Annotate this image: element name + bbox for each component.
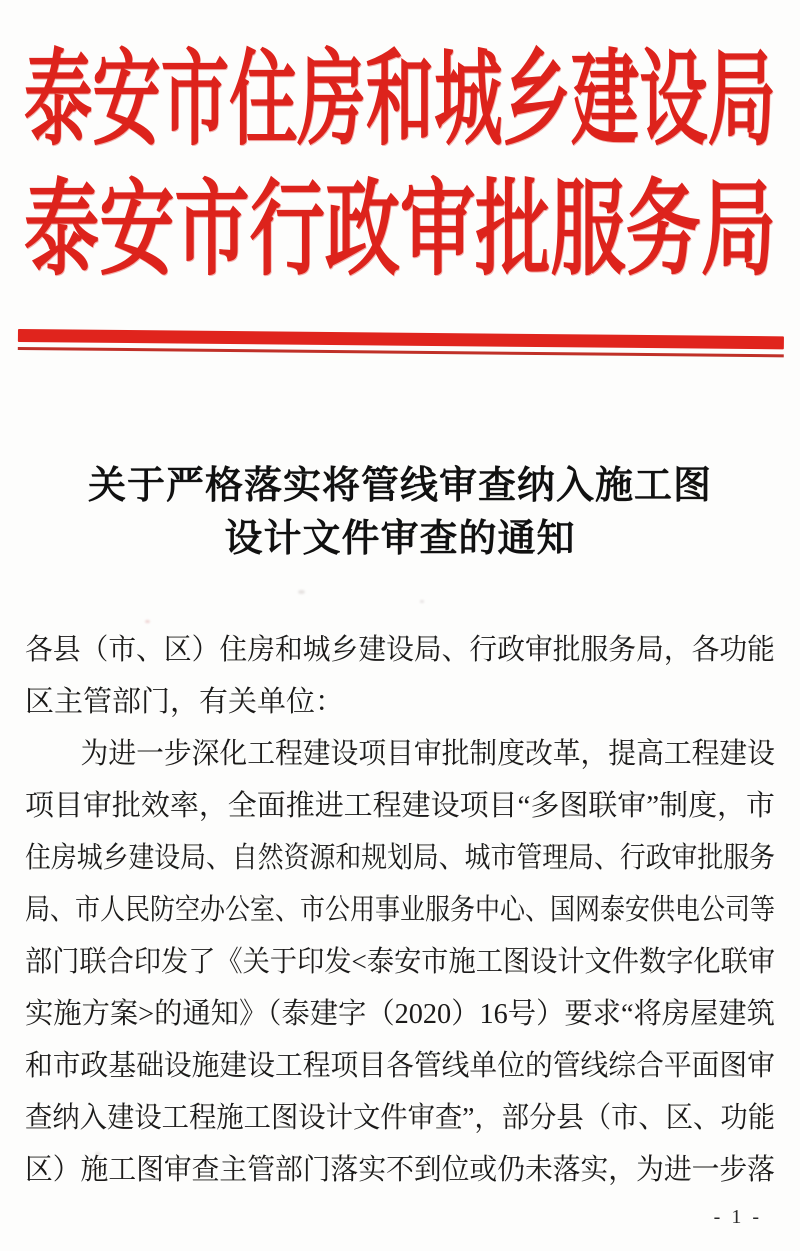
salutation-line — [25, 676, 775, 728]
document-body — [25, 624, 775, 1196]
body-line-text: 区）施工图审查主管部门落实不到位或仍未落实，为进一步落 — [25, 1154, 775, 1186]
body-line — [25, 884, 775, 936]
body-line-text: 部门联合印发了《关于印发<泰安市施工图设计文件数字化联审 — [25, 946, 776, 978]
scan-artifact — [298, 590, 305, 594]
salutation-line — [25, 624, 775, 676]
body-line-text: 项目审批效率，全面推进工程建设项目“多图联审”制度，市 — [25, 790, 775, 822]
body-line — [25, 1144, 775, 1196]
body-line — [25, 728, 775, 780]
body-line-text: 局、市人民防空办公室、市公用事业服务中心、国网泰安供电公司等 — [25, 894, 776, 926]
title-line-1: 关于严格落实将管线审查纳入施工图 — [87, 465, 712, 507]
body-line-text: 查纳入建设工程施工图设计文件审查”，部分县（市、区、功能 — [25, 1102, 776, 1134]
letterhead — [24, 36, 776, 296]
salutation-line-text: 各县（市、区）住房和城乡建设局、行政审批服务局，各功能 — [25, 634, 775, 666]
salutation-line-text: 区主管部门，有关单位： — [25, 686, 345, 718]
red-separator-thin-line — [18, 347, 784, 357]
document-title — [0, 460, 800, 566]
body-line — [25, 780, 775, 832]
scan-artifact — [145, 620, 150, 623]
body-line — [25, 832, 775, 884]
body-line-text: 为进一步深化工程建设项目审批制度改革，提高工程建设 — [25, 738, 775, 770]
body-line — [25, 1040, 775, 1092]
page-number: - 1 - — [713, 1206, 762, 1228]
title-line-2: 设计文件审查的通知 — [224, 518, 576, 560]
body-line-text: 实施方案>的通知》（泰建字（2020）16号）要求“将房屋建筑 — [25, 998, 775, 1030]
letterhead-line-1-text: 泰安市住房和城乡建设局 — [24, 43, 776, 158]
letterhead-line-2 — [24, 166, 776, 296]
body-line — [25, 988, 775, 1040]
body-line — [25, 1092, 775, 1144]
body-line-text: 住房城乡建设局、自然资源和规划局、城市管理局、行政审批服务 — [25, 842, 776, 874]
red-separator — [18, 329, 784, 357]
body-line-text: 和市政基础设施建设工程项目各管线单位的管线综合平面图审 — [25, 1050, 775, 1082]
letterhead-line-1 — [24, 36, 776, 166]
red-separator-thick-line — [18, 329, 784, 349]
scan-artifact — [420, 600, 424, 603]
letterhead-line-2-text: 泰安市行政审批服务局 — [24, 173, 777, 288]
body-line — [25, 936, 775, 988]
